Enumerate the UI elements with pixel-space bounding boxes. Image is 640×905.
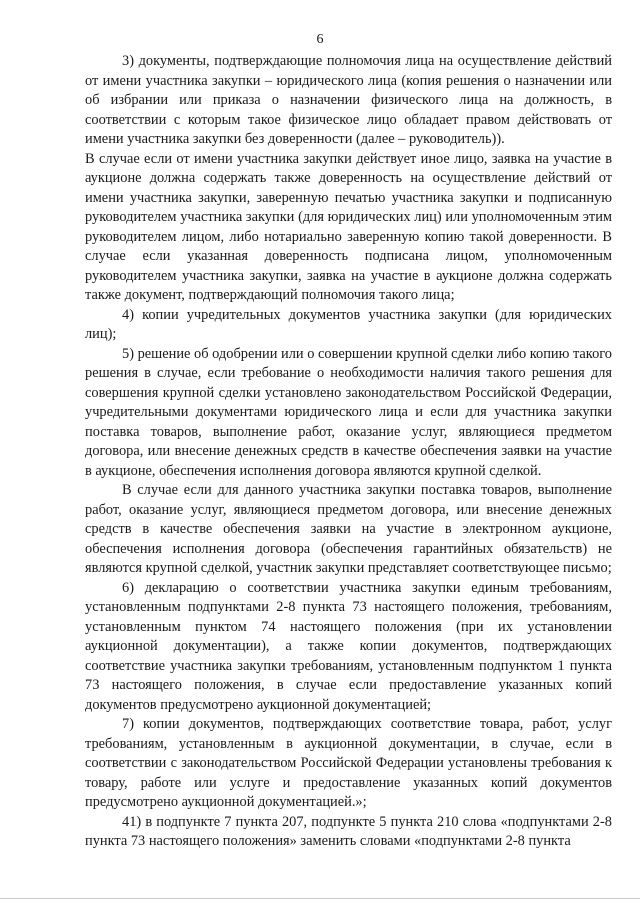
- paragraph-item-5: 5) решение об одобрении или о совершении крупной сделки либо копию такого решения в случае, если требование о необходимости наличия такого решения для совершения крупной сделки установлено законодательством Российской Федерации, учредительными документами юридического лица и если для участника закупки поставка товаров, выполнение работ, оказание услуг, являющиеся предметом договора, или внесение денежных средств в качестве обеспечения заявки на участие в аукционе, обеспечения исполнения договора являются крупной сделкой.: [85, 345, 612, 479]
- paragraph-proxy: В случае если от имени участника закупки действует иное лицо, заявка на участие в аукционе должна содержать также доверенность на осуществление действий от имени участника закупки, заверенную печатью участника закупки и подписанную руководителем участника закупки (для юридических лиц) или уполномоченным этим руководителем лицом, либо нотариально заверенную копию такой доверенности. В случае если указанная доверенность подписана лицом, уполномоченным руководителем участника закупки, заявка на участие в аукционе должна содержать также документ, подтверждающий полномочия такого лица;: [85, 150, 612, 303]
- page-number: 6: [316, 32, 324, 47]
- paragraph-item-7: 7) копии документов, подтверждающих соответствие товара, работ, услуг требованиям, установленным в аукционной документации, в случае, если в соответствии с законодательством Российской Федерации установлены требования к товару, работе или услуге и предоставление указанных копий документов предусмотрено аукционной документацией.»;: [85, 716, 612, 810]
- paragraph-item-6: 6) декларацию о соответствии участника закупки единым требованиям, установленным подпунктами 2-8 пункта 73 настоящего положения, требованиям, установленным пунктом 74 настоящего положения (при их установлении аукционной документации), а также копии документов, подтверждающих соответствие участника закупки требованиям, установленным подпунктом 1 пункта 73 настоящего положения, в случае если предоставление указанных копий документов предусмотрено аукционной документацией;: [85, 579, 612, 713]
- scan-edge-line: [0, 898, 640, 899]
- paragraph-item-3: 3) документы, подтверждающие полномочия лица на осуществление действий от имени участника закупки – юридического лица (копия решения о назначении или об избрании или приказа о назначении физического лица на должность, в соответствии с которым такое физическое лицо обладает правом действовать от имени участника закупки без доверенности (далее – руководитель)).: [85, 53, 612, 147]
- paragraph-not-major-deal: В случае если для данного участника закупки поставка товаров, выполнение работ, оказание услуг, являющиеся предметом договора, или внесение денежных средств в качестве обеспечения заявки на участие в электронном аукционе, обеспечения исполнения договора (обеспечения гарантийных обязательств) не являются крупной сделкой, участник закупки представляет соответствующее письмо;: [85, 482, 612, 576]
- paragraph-item-41: 41) в подпункте 7 пункта 207, подпункте 5 пункта 210 слова «подпунктами 2-8 пункта 73 настоящего положения» заменить словами «подпунктами 2-8 пункта: [85, 813, 612, 849]
- document-body: [85, 52, 612, 852]
- paragraph-item-4: 4) копии учредительных документов участника закупки (для юридических лиц);: [85, 306, 612, 342]
